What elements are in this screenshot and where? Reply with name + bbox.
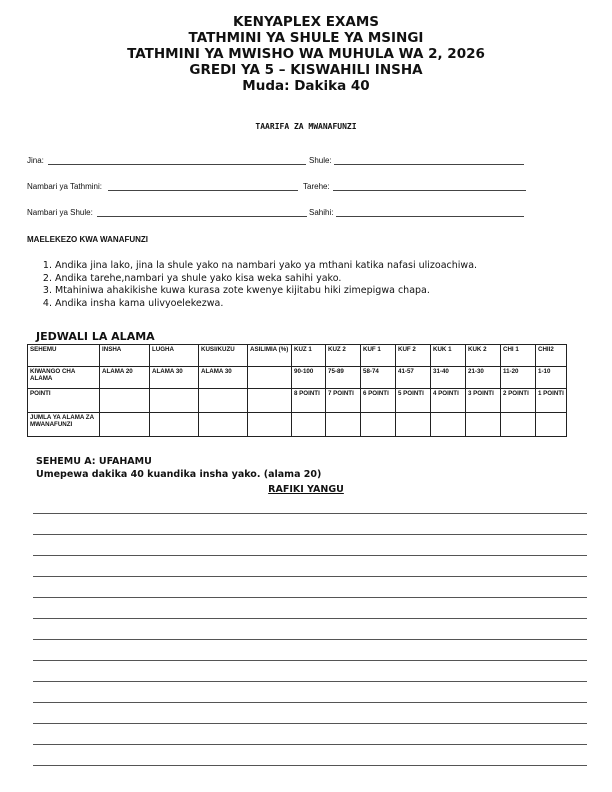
table-row-pointi [28,389,567,413]
date-label: Tarehe: [303,182,330,191]
date-field[interactable] [333,190,526,191]
score-input-cell[interactable] [431,413,466,437]
writing-line[interactable] [33,513,587,514]
table-cell: JUMLA YA ALAMA ZA MWANAFUNZI [28,413,100,437]
table-header-cell: SEHEMU [28,345,100,367]
table-header-cell: KUK 1 [431,345,466,367]
instructions-list [30,260,477,310]
table-header-cell: KUSI/KUZU [199,345,248,367]
table-cell: 75-89 [326,367,361,389]
duration: Muda: Dakika 40 [242,78,370,94]
writing-line[interactable] [33,597,587,598]
table-header-cell: KUZ 1 [292,345,326,367]
table-cell [248,367,292,389]
writing-line[interactable] [33,534,587,535]
table-cell: 31-40 [431,367,466,389]
table-cell: ALAMA 30 [150,367,199,389]
writing-line[interactable] [33,660,587,661]
score-input-cell[interactable] [248,389,292,413]
student-info-title: TAARIFA ZA MWANAFUNZI [255,122,357,131]
table-header-cell: KUF 2 [396,345,431,367]
instruction-item: 2. Andika tarehe,nambari ya shule yako kisa weka sahihi yako. [55,273,477,286]
score-input-cell[interactable] [100,413,150,437]
grade-subject: GREDI YA 5 – KISWAHILI INSHA [189,62,423,78]
writing-line[interactable] [33,765,587,766]
writing-line[interactable] [33,555,587,556]
instructions-title: MAELEKEZO KWA WANAFUNZI [27,235,149,244]
table-header-cell: ASILIMIA (%) [248,345,292,367]
table-cell: 2 POINTI [501,389,536,413]
table-cell: 7 POINTI [326,389,361,413]
table-cell: 3 POINTI [466,389,501,413]
writing-line[interactable] [33,639,587,640]
score-input-cell[interactable] [292,413,326,437]
table-cell: 58-74 [361,367,396,389]
score-input-cell[interactable] [100,389,150,413]
essay-topic: RAFIKI YANGU [268,484,344,495]
school-number-field[interactable] [97,216,307,217]
table-cell: 5 POINTI [396,389,431,413]
school-number-label: Nambari ya Shule: [27,208,93,217]
table-cell: 1-10 [536,367,567,389]
exam-provider: KENYAPLEX EXAMS [233,14,379,30]
table-cell: KIWANGO CHA ALAMA [28,367,100,389]
writing-line[interactable] [33,723,587,724]
table-cell: 6 POINTI [361,389,396,413]
section-a-instruction: Umepewa dakika 40 kuandika insha yako. (alama 20) [36,469,322,480]
table-cell: POINTI [28,389,100,413]
table-header-cell: CHI 1 [501,345,536,367]
table-header-cell: INSHA [100,345,150,367]
score-input-cell[interactable] [326,413,361,437]
score-input-cell[interactable] [150,389,199,413]
table-cell: 41-57 [396,367,431,389]
score-input-cell[interactable] [396,413,431,437]
score-input-cell[interactable] [199,389,248,413]
score-input-cell[interactable] [150,413,199,437]
table-header-cell: KUK 2 [466,345,501,367]
instruction-item: 3. Mtahiniwa ahakikishe kuwa kurasa zote kwenye kijitabu hiki zimepigwa chapa. [55,285,477,298]
table-row-kiwango [28,367,567,389]
signature-label: Sahihi: [309,208,334,217]
name-label: Jina: [27,156,44,165]
score-input-cell[interactable] [248,413,292,437]
signature-field[interactable] [336,216,524,217]
section-a [36,455,321,481]
score-table-title: JEDWALI LA ALAMA [36,330,155,343]
score-input-cell[interactable] [501,413,536,437]
assessment-number-label: Nambari ya Tathmini: [27,182,102,191]
writing-line[interactable] [33,702,587,703]
table-cell: 21-30 [466,367,501,389]
score-input-cell[interactable] [536,413,567,437]
assessment-type: TATHMINI YA SHULE YA MSINGI [188,30,424,46]
section-a-title: SEHEMU A: UFAHAMU [36,456,152,467]
table-row-jumla [28,413,567,437]
table-cell: 4 POINTI [431,389,466,413]
table-header-cell: KUF 1 [361,345,396,367]
name-field[interactable] [48,164,306,165]
table-cell: ALAMA 20 [100,367,150,389]
instruction-item: 4. Andika insha kama ulivyoelekezwa. [55,298,477,311]
table-header-cell: KUZ 2 [326,345,361,367]
school-label: Shule: [309,156,332,165]
table-header-cell: CHII2 [536,345,567,367]
table-cell: 1 POINTI [536,389,567,413]
writing-line[interactable] [33,618,587,619]
instruction-item: 1. Andika jina lako, jina la shule yako na nambari yako ya mthani katika nafasi ulizoachiwa. [55,260,477,273]
table-cell: 8 POINTI [292,389,326,413]
writing-line[interactable] [33,681,587,682]
score-table [27,344,567,437]
assessment-number-field[interactable] [108,190,298,191]
table-header-cell: LUGHA [150,345,199,367]
term-title: TATHMINI YA MWISHO WA MUHULA WA 2, 2026 [127,46,485,62]
table-header-row [28,345,567,367]
writing-line[interactable] [33,576,587,577]
score-input-cell[interactable] [361,413,396,437]
score-input-cell[interactable] [466,413,501,437]
table-cell: ALAMA 30 [199,367,248,389]
score-input-cell[interactable] [199,413,248,437]
writing-line[interactable] [33,744,587,745]
school-field[interactable] [334,164,524,165]
table-cell: 90-100 [292,367,326,389]
table-cell: 11-20 [501,367,536,389]
